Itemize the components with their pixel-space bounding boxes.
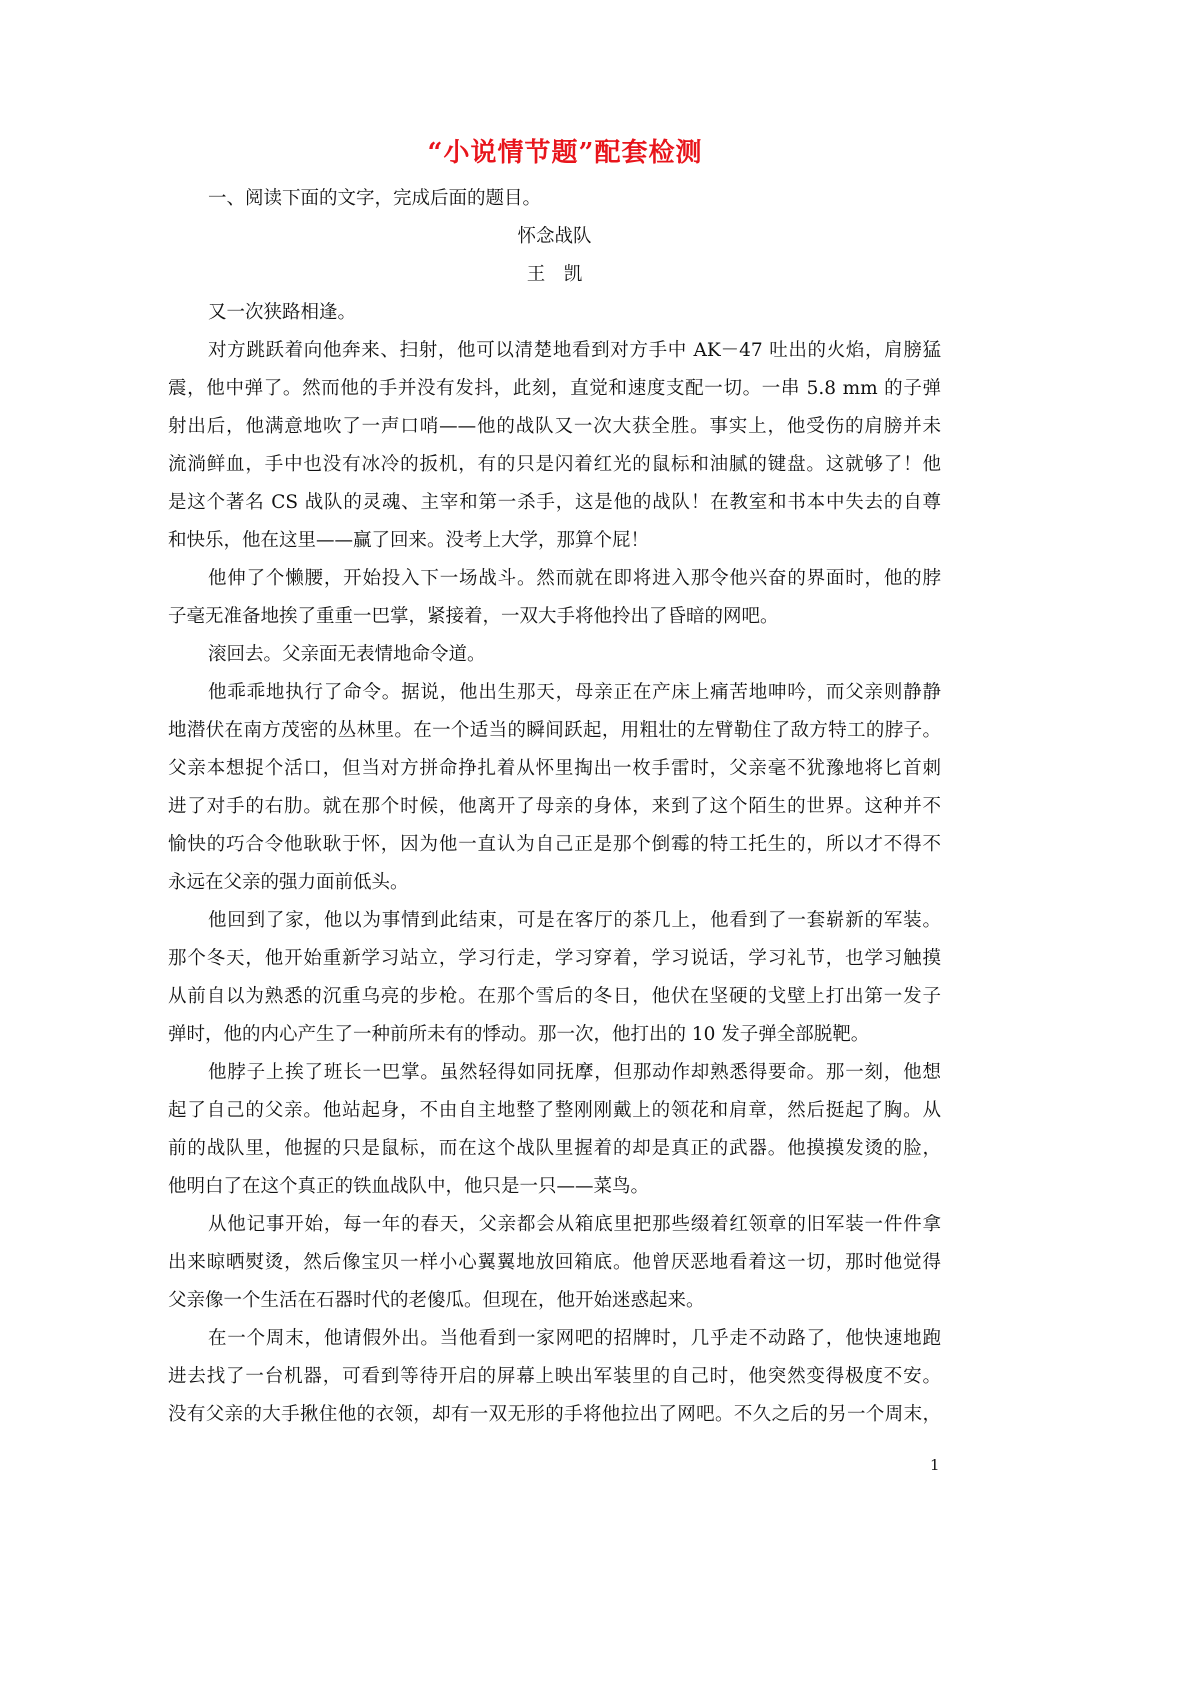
text-line: 又一次狭路相逢。 [208,302,357,323]
text-line: 流淌鲜血，手中也没有冰冷的扳机，有的只是闪着红光的鼠标和油腻的键盘。这就够了！他 [168,454,941,475]
text-line: 和快乐，他在这里——赢了回来。没考上大学，那算个屁！ [168,530,650,551]
text-line: 他伸了个懒腰，开始投入下一场战斗。然而就在即将进入那令他兴奋的界面时，他的脖 [208,568,941,589]
text-line: 对方跳跃着向他奔来、扫射，他可以清楚地看到对方手中 AK－47 吐出的火焰，肩膀猛 [208,340,941,361]
text-line: 弹时，他的内心产生了一种前所未有的悸动。那一次，他打出的 10 发子弹全部脱靶。 [168,1024,870,1045]
text-line: 愉快的巧合令他耿耿于怀，因为他一直认为自己正是那个倒霉的特工托生的，所以才不得不 [168,834,941,855]
instruction: 一、阅读下面的文字，完成后面的题目。 [208,188,542,209]
text-line: 是这个著名 CS 战队的灵魂、主宰和第一杀手，这是他的战队！在教室和书本中失去的自尊 [168,492,941,513]
text-line: 没有父亲的大手揪住他的衣领，却有一双无形的手将他拉出了网吧。不久之后的另一个周末， [168,1404,941,1425]
text-line: 进了对手的右肋。就在那个时候，他离开了母亲的身体，来到了这个陌生的世界。这种并不 [168,796,941,817]
text-line: 他乖乖地执行了命令。据说，他出生那天，母亲正在产床上痛苦地呻吟，而父亲则静静 [208,682,941,703]
document-body [168,180,941,1434]
text-line: 子毫无准备地挨了重重一巴掌，紧接着，一双大手将他拎出了昏暗的网吧。 [168,606,779,627]
paragraph [168,1206,941,1320]
text-line: 进去找了一台机器，可看到等待开启的屏幕上映出军装里的自己时，他突然变得极度不安。 [168,1366,941,1387]
page-number: 1 [930,1456,940,1474]
text-line: 父亲本想捉个活口，但当对方拼命挣扎着从怀里掏出一枚手雷时，父亲毫不犹豫地将匕首刺 [168,758,941,779]
text-line: 出来晾晒熨烫，然后像宝贝一样小心翼翼地放回箱底。他曾厌恶地看着这一切，那时他觉得 [168,1252,941,1273]
text-line: 他明白了在这个真正的铁血战队中，他只是一只——菜鸟。 [168,1176,650,1197]
author: 王 凯 [526,264,583,285]
text-line: 射出后，他满意地吹了一声口哨——他的战队又一次大获全胜。事实上，他受伤的肩膀并未 [168,416,941,437]
text-line: 前的战队里，他握的只是鼠标，而在这个战队里握着的却是真正的武器。他摸摸发烫的脸， [168,1138,941,1159]
paragraph [168,560,941,636]
paragraph [168,902,941,1054]
text-line: 他脖子上挨了班长一巴掌。虽然轻得如同抚摩，但那动作却熟悉得要命。那一刻，他想 [208,1062,941,1083]
paragraph [168,636,941,674]
text-line: 从他记事开始，每一年的春天，父亲都会从箱底里把那些缀着红领章的旧军装一件件拿 [208,1214,941,1235]
text-line: 滚回去。父亲面无表情地命令道。 [208,644,486,665]
paragraph [168,1320,941,1434]
paragraph [168,674,941,902]
text-line: 那个冬天，他开始重新学习站立，学习行走，学习穿着，学习说话，学习礼节，也学习触摸 [168,948,941,969]
paragraph [168,294,941,332]
document-title: “小说情节题”配套检测 [427,138,703,168]
text-line: 在一个周末，他请假外出。当他看到一家网吧的招牌时，几乎走不动路了，他快速地跑 [208,1328,941,1349]
text-line: 震，他中弹了。然而他的手并没有发抖，此刻，直觉和速度支配一切。一串 5.8 mm 的子弹 [168,378,941,399]
paragraph [168,332,941,560]
text-line: 起了自己的父亲。他站起身，不由自主地整了整刚刚戴上的领花和肩章，然后挺起了胸。从 [168,1100,941,1121]
text-line: 永远在父亲的强力面前低头。 [168,872,409,893]
story-title: 怀念战队 [517,226,592,247]
text-line: 地潜伏在南方茂密的丛林里。在一个适当的瞬间跃起，用粗壮的左臂勒住了敌方特工的脖子。 [168,720,941,741]
text-line: 他回到了家，他以为事情到此结束，可是在客厅的茶几上，他看到了一套崭新的军装。 [208,910,941,931]
paragraph [168,1054,941,1206]
text-line: 从前自以为熟悉的沉重乌亮的步枪。在那个雪后的冬日，他伏在坚硬的戈壁上打出第一发子 [168,986,941,1007]
text-line: 父亲像一个生活在石器时代的老傻瓜。但现在，他开始迷惑起来。 [168,1290,705,1311]
